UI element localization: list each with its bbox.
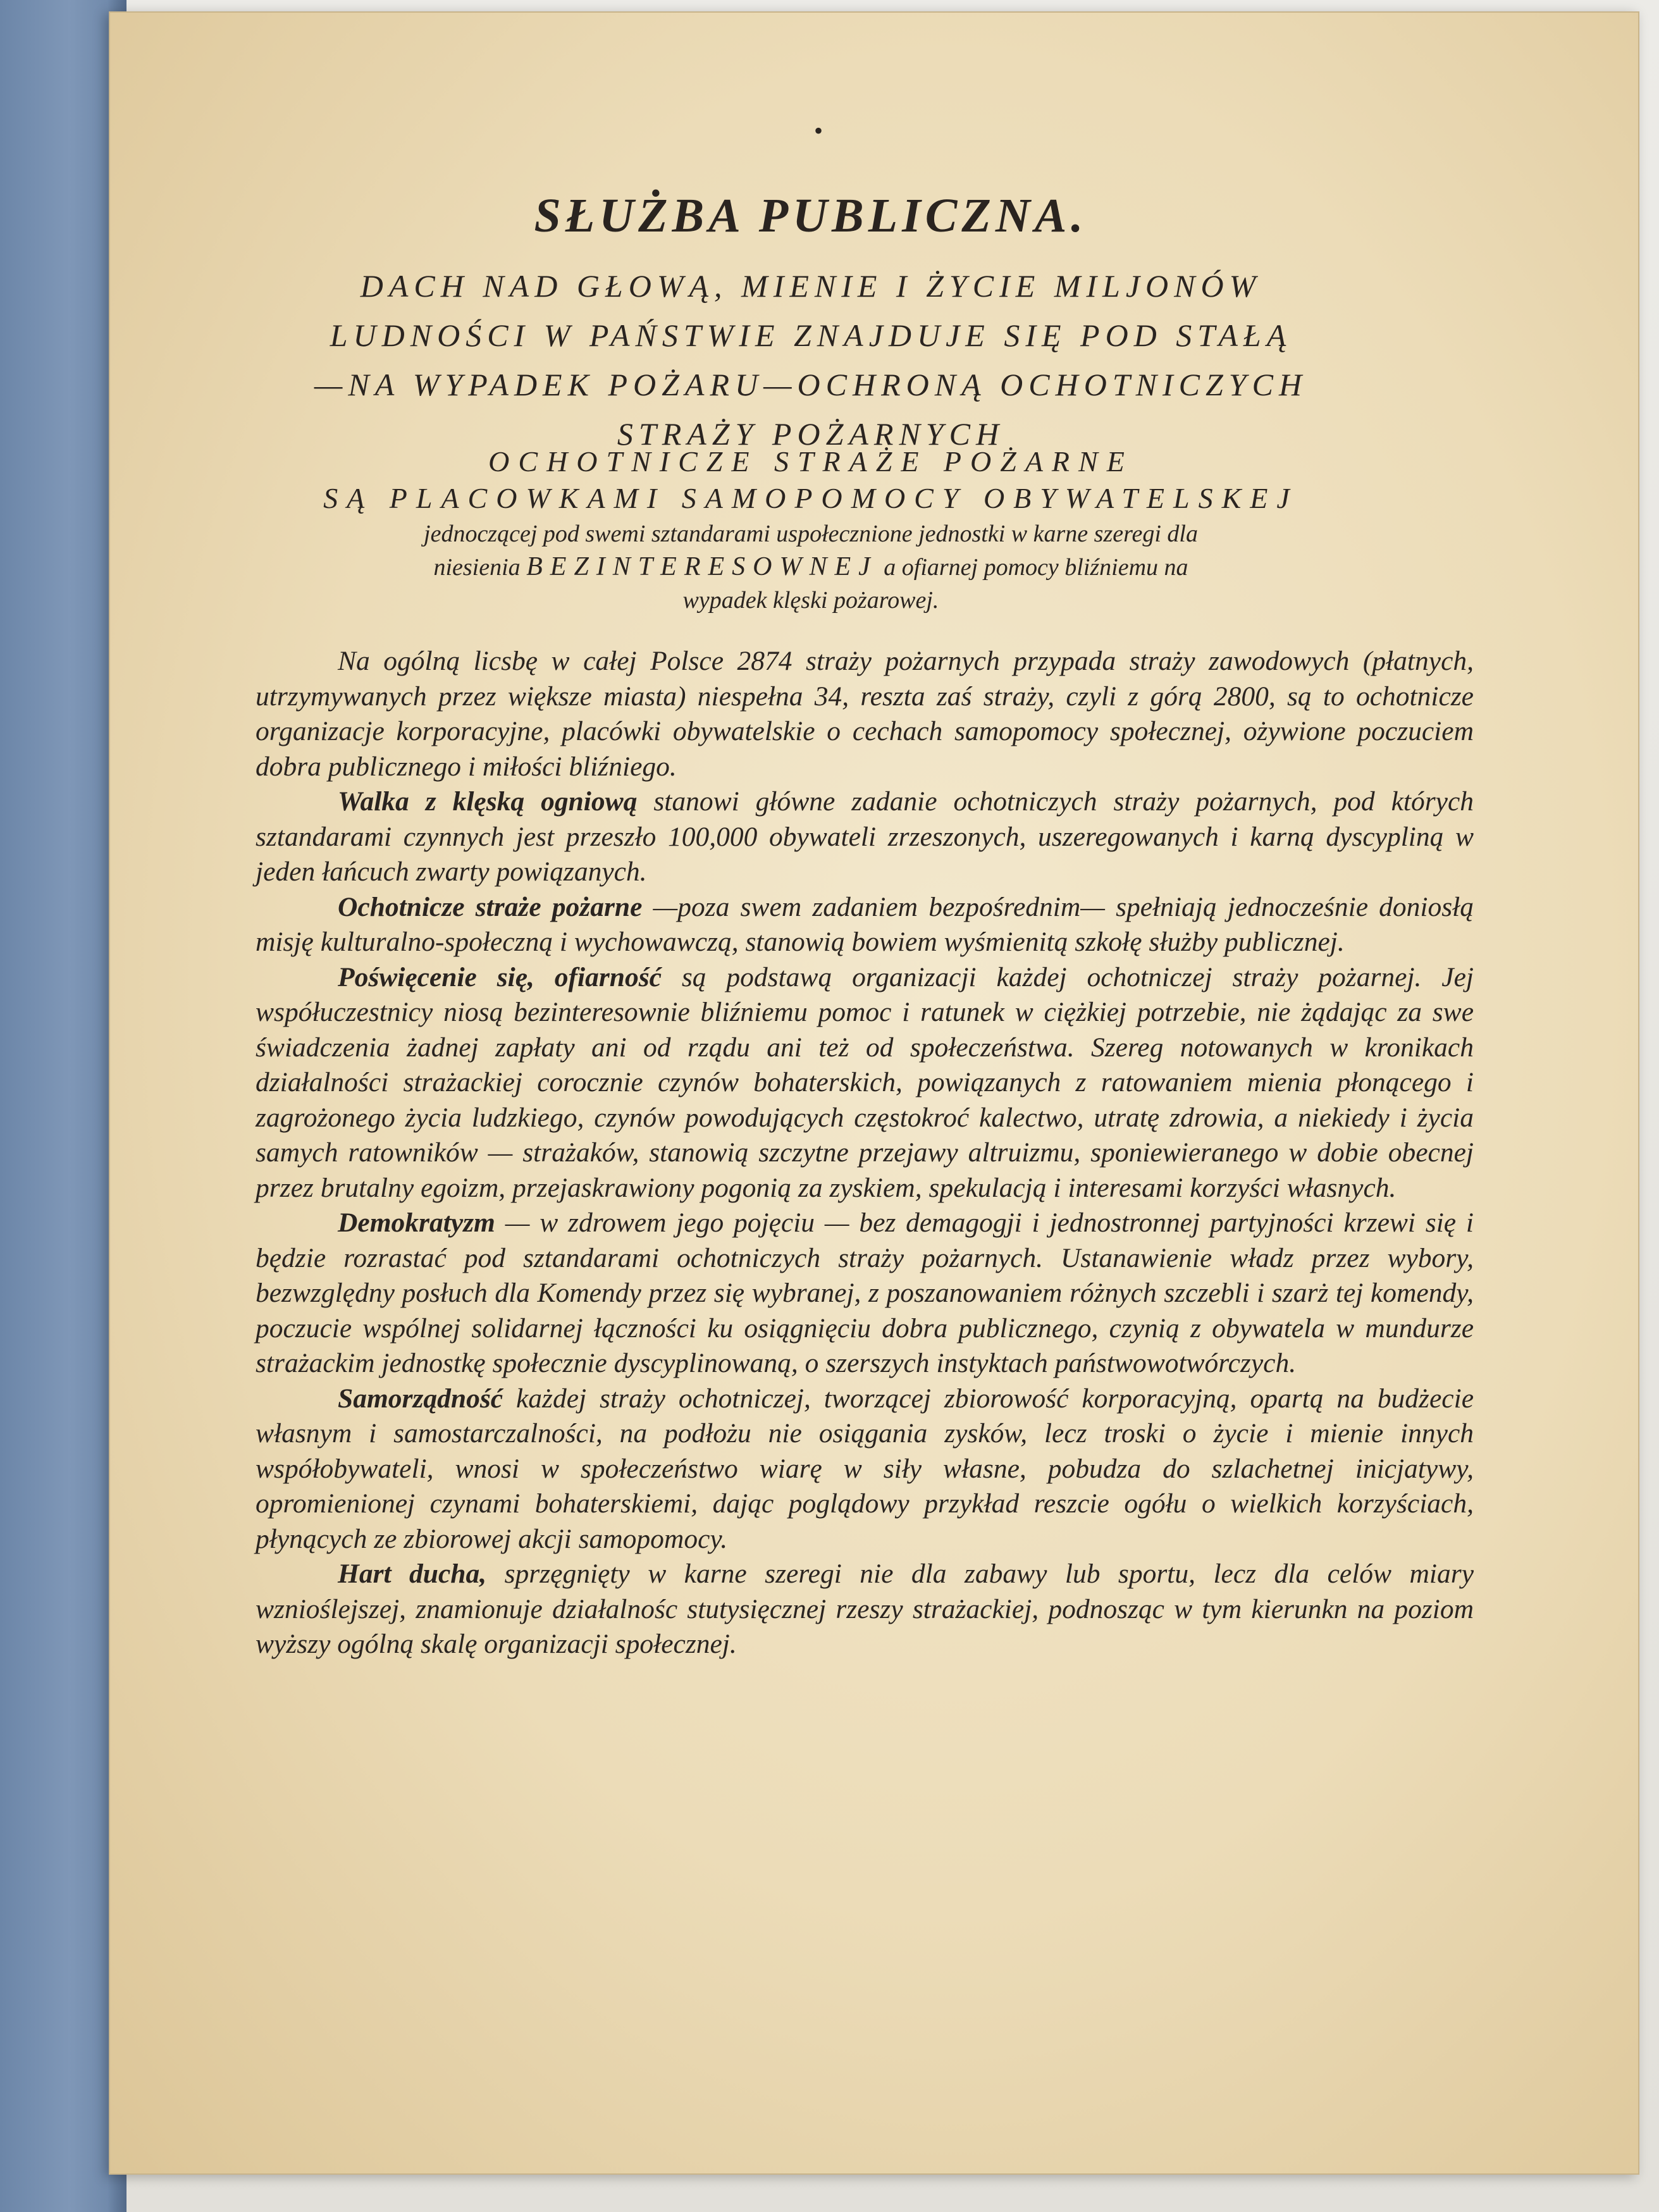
body-text xyxy=(256,644,1474,1662)
page-title: SŁUŻBA PUBLICZNA. xyxy=(534,189,1088,242)
subheading-line: SĄ PLACOWKAMI SAMOPOMOCY OBYWATELSKEJ xyxy=(323,482,1298,514)
document-page xyxy=(109,11,1639,2175)
paragraph-text: —poza swem zadaniem bezpośrednim— spełniają jednocześnie doniosłą misję kulturalno-społeczną i wychowawczą, stanowią bowiem wyśmienitą szkołę służby publicznej. xyxy=(256,891,1474,957)
paragraph-text: stanowi główne zadanie ochotniczych straży pożarnych, pod których sztandarami czynnych jest przeszło 100,000 obywateli zrzeszonych, uszeregowanych i karną dyscypliną w jeden łańcuch zwarty powiązanych. xyxy=(256,786,1474,887)
paragraph-sacrifice xyxy=(256,960,1474,1206)
paragraph-lead: Samorządność xyxy=(338,1383,503,1414)
paragraph-fire-fight xyxy=(256,784,1474,890)
intro-line: wypadek klęski pożarowej. xyxy=(682,587,939,614)
paragraph-text: każdej straży ochotniczej, tworzącej zbiorowość korporacyjną, opartą na budżecie własnym i samostarczalności, na podłożu nie osiągania zysków, lecz troski o życie i mienie innych współobywateli, wnosi w społeczeństwo wiarę w siły własne, pobudza do szlachetnej inicjatywy, opromienionej czynami bohaterskiemi, dając poglądowy przykład reszcie ogółu o wielkich korzyściach, płynących ze zbiorowej akcji samopomocy. xyxy=(256,1383,1474,1554)
paragraph-text: sprzęgnięty w karne szeregi nie dla zabawy lub sportu, lecz dla celów miary wznioślejszej, znamionuje działalnośc stutysięcznej rzeszy strażackiej, podnosząc w tym kierunkn na poziom wyższy ogólną skalę organizacji społecznej. xyxy=(256,1559,1474,1659)
paragraph-population xyxy=(256,644,1474,784)
subtitle-line: DACH NAD GŁOWĄ, MIENIE I ŻYCIE MILJONÓW xyxy=(360,268,1262,304)
subtitle-line: STRAŻY POŻARNYCH xyxy=(617,416,1005,452)
paragraph-self-government xyxy=(256,1381,1474,1557)
subtitle-block xyxy=(235,261,1386,459)
paragraph-lead: Hart ducha, xyxy=(338,1559,487,1589)
paragraph-spirit xyxy=(256,1557,1474,1662)
paragraph-lead: Demokratyzm xyxy=(338,1208,495,1238)
page-dot: • xyxy=(814,116,823,145)
intro-block xyxy=(235,517,1386,617)
intro-line-a: niesienia xyxy=(433,554,521,581)
paragraph-democracy xyxy=(256,1206,1474,1381)
subtitle-line: LUDNOŚCI W PAŃSTWIE ZNAJDUJE SIĘ POD STAŁĄ xyxy=(330,318,1292,353)
paragraph-lead: Walka z klęską ogniową xyxy=(338,786,638,817)
paragraph-text: Na ogólną licsbę w całej Polsce 2874 straży pożarnych przypada straży zawodowych (płatnych, utrzymywanych przez większe miasta) niespełna 34, reszta zaś straży, czyli z górą 2800, są to ochotnicze organizacje korporacyjne, placówki obywatelskie o cechach samopomocy społecznej, ożywione poczuciem dobra publicznego i miłości bliźniego. xyxy=(256,646,1474,782)
intro-line-c: a ofiarnej pomocy bliźniemu na xyxy=(884,554,1188,581)
intro-emphasis: BEZINTERESOWNEJ xyxy=(526,552,878,581)
intro-line xyxy=(235,550,1386,584)
subtitle-line: —NA WYPADEK POŻARU—OCHRONĄ OCHOTNICZYCH xyxy=(314,367,1308,402)
paragraph-volunteer xyxy=(256,890,1474,960)
subheading-line: OCHOTNICZE STRAŻE POŻARNE xyxy=(488,445,1133,478)
intro-line: jednoczącej pod swemi sztandarami uspołecznione jednostki w karne szeregi dla xyxy=(424,521,1198,547)
blue-cover-edge xyxy=(0,0,126,2212)
paragraph-lead: Ochotnicze straże pożarne xyxy=(338,891,643,922)
subheading-block xyxy=(235,443,1386,517)
paragraph-lead: Poświęcenie się, ofiarność xyxy=(338,961,662,992)
paragraph-text: — w zdrowem jego pojęciu — bez demagogji i jednostronnej partyjności krzewi się i będzie rozrastać pod sztandarami ochotniczych straży pożarnych. Ustanawienie władz przez wybory, bezwzględny posłuch dla Komendy przez się wybranej, z poszanowaniem różnych szczebli i szarż tej komendy, poczucie wspólnej solidarnej łączności ku osiągnięciu dobra publicznego, czynią z obywatela w mundurze strażackim jednostkę społecznie dyscyplinowaną, o szerszych instyktach państwowotwórczych. xyxy=(256,1208,1474,1378)
paragraph-text: są podstawą organizacji każdej ochotniczej straży pożarnej. Jej współuczestnicy niosą bezinteresownie bliźniemu pomoc i ratunek w ciężkiej potrzebie, nie żądając za swe świadczenia żadnej zapłaty ani od rządu ani też od społeczeństwa. Szereg notowanych w kronikach działalności strażackiej corocznie czynów bohaterskich, powiązanych z ratowaniem mienia płonącego i zagrożonego życia ludzkiego, czynów powodujących częstokroć kalectwo, utratę zdrowia, a niekiedy i życia samych ratowników — strażaków, stanowią szczytne przejawy altruizmu, sponiewieranego w dobie obecnej przez brutalny egoizm, przejaskrawiony pogonią za zyskiem, spekulacją i interesami korzyści własnych. xyxy=(256,961,1474,1203)
